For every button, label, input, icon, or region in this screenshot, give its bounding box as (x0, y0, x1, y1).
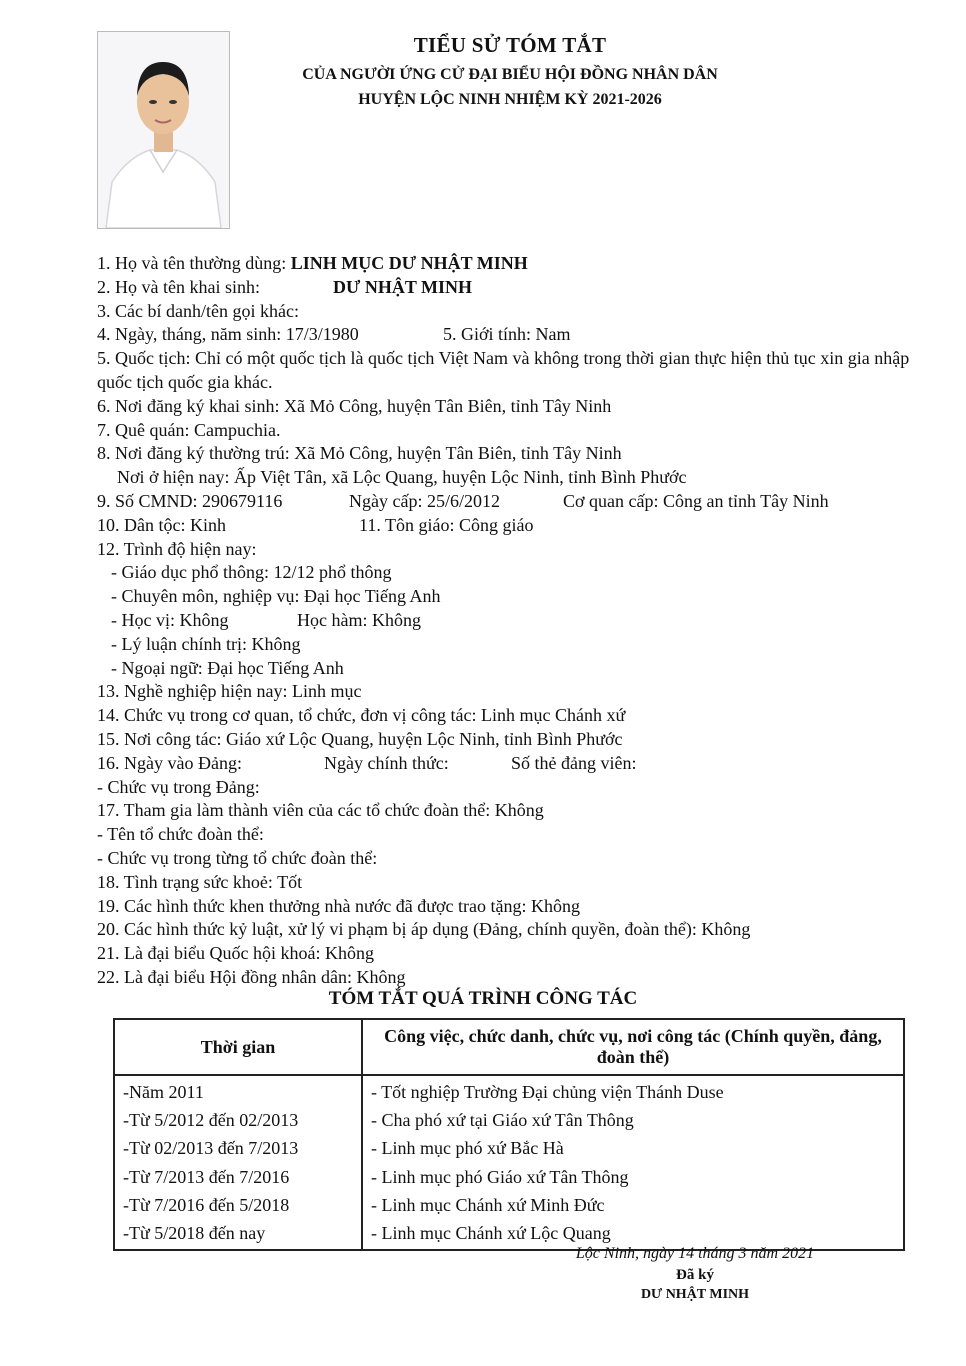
work-history-table (113, 1018, 905, 1251)
description-entry: - Linh mục Chánh xứ Minh Đức (371, 1194, 605, 1215)
time-cell (114, 1075, 362, 1250)
field-permanent-residence: 8. Nơi đăng ký thường trú: Xã Mỏ Công, huyện Tân Biên, tỉnh Tây Ninh (97, 443, 622, 464)
party-official-date: Ngày chính thức: (324, 752, 449, 773)
field-party-position: - Chức vụ trong Đảng: (97, 776, 260, 797)
gender: 5. Giới tính: Nam (443, 324, 571, 345)
description-entry: - Linh mục phó Giáo xứ Tân Thông (371, 1166, 629, 1187)
id-issue-date: Ngày cấp: 25/6/2012 (349, 490, 500, 511)
field-current-residence: Nơi ở hiện nay: Ấp Việt Tân, xã Lộc Quang, huyện Lộc Ninh, tỉnh Bình Phước (117, 467, 687, 488)
field-peoples-council: 22. Là đại biểu Hội đồng nhân dân: Không (97, 966, 406, 987)
field-id-card (97, 490, 927, 514)
field-position: 14. Chức vụ trong cơ quan, tổ chức, đơn vị công tác: Linh mục Chánh xứ (97, 705, 626, 726)
field-common-name: 1. Họ và tên thường dùng: LINH MỤC DƯ NHẬT MINH (97, 253, 528, 273)
education-degree-title (97, 609, 927, 633)
description-entry: - Tốt nghiệp Trường Đại chủng viện Thánh Duse (371, 1082, 724, 1102)
field-aliases: 3. Các bí danh/tên gọi khác: (97, 300, 299, 321)
portrait-photo (97, 31, 230, 229)
table-header-row (114, 1019, 904, 1075)
academic-title: Học hàm: Không (297, 609, 421, 630)
document-title: TIỂU SỬ TÓM TẮT (413, 33, 607, 57)
column-header-time: Thời gian (114, 1019, 362, 1075)
field-birth-registration: 6. Nơi đăng ký khai sinh: Xã Mỏ Công, huyện Tân Biên, tỉnh Tây Ninh (97, 395, 612, 416)
academic-degree: - Học vị: Không (111, 609, 229, 630)
document-subtitle-term: HUYỆN LỘC NINH NHIỆM KỲ 2021-2026 (358, 91, 662, 108)
field-birth-name: 2. Họ và tên khai sinh: DƯ NHẬT MINH (97, 276, 472, 297)
time-entry: -Từ 7/2016 đến 5/2018 (123, 1194, 290, 1215)
field-organization-name: - Tên tổ chức đoàn thể: (97, 824, 264, 845)
signature-status: Đã ký (676, 1267, 714, 1283)
column-header-description: Công việc, chức danh, chức vụ, nơi công tác (Chính quyền, đảng, đoàn thể) (362, 1019, 904, 1075)
work-history-title: TÓM TẮT QUÁ TRÌNH CÔNG TÁC (328, 988, 638, 1009)
field-occupation: 13. Nghề nghiệp hiện nay: Linh mục (97, 681, 362, 702)
description-entry: - Linh mục Chánh xứ Lộc Quang (371, 1223, 611, 1244)
table-body-row (114, 1075, 904, 1250)
id-issuer: Cơ quan cấp: Công an tỉnh Tây Ninh (563, 490, 829, 511)
field-awards: 19. Các hình thức khen thưởng nhà nước đã được trao tặng: Không (97, 895, 580, 916)
field-birthdate-gender (97, 323, 927, 347)
time-entry: -Từ 02/2013 đến 7/2013 (123, 1138, 299, 1159)
field-ethnicity-religion (97, 514, 927, 538)
religion: 11. Tôn giáo: Công giáo (359, 514, 534, 535)
description-cell (362, 1075, 904, 1250)
time-entry: -Từ 7/2013 đến 7/2016 (123, 1166, 290, 1187)
field-national-assembly: 21. Là đại biểu Quốc hội khoá: Không (97, 943, 374, 964)
birthdate: 4. Ngày, tháng, năm sinh: 17/3/1980 (97, 324, 359, 345)
field-education: 12. Trình độ hiện nay: (97, 538, 257, 559)
field-workplace: 15. Nơi công tác: Giáo xứ Lộc Quang, huyện Lộc Ninh, tỉnh Bình Phước (97, 728, 623, 749)
birth-name-value: DƯ NHẬT MINH (333, 276, 472, 297)
party-card-number: Số thẻ đảng viên: (511, 752, 637, 773)
field-nationality: 5. Quốc tịch: Chỉ có một quốc tịch là quốc tịch Việt Nam và không trong thời gian thực hiện thủ tục xin gia nhập quốc tịch quốc gia khác. (97, 348, 910, 392)
field-organization-role: - Chức vụ trong từng tổ chức đoàn thể: (97, 847, 378, 868)
education-specialty: - Chuyên môn, nghiệp vụ: Đại học Tiếng Anh (111, 586, 441, 607)
description-entry: - Linh mục phó xứ Bắc Hà (371, 1138, 564, 1159)
field-hometown: 7. Quê quán: Campuchia. (97, 419, 281, 440)
field-organizations: 17. Tham gia làm thành viên của các tổ chức đoàn thể: Không (97, 800, 544, 821)
portrait-icon (98, 32, 229, 228)
field-discipline: 20. Các hình thức kỷ luật, xử lý vi phạm bị áp dụng (Đảng, chính quyền, đoàn thể): Không (97, 919, 751, 940)
document-subtitle: CỦA NGƯỜI ỨNG CỬ ĐẠI BIỂU HỘI ĐỒNG NHÂN DÂN (302, 66, 718, 83)
description-entry: - Cha phó xứ tại Giáo xứ Tân Thông (371, 1110, 634, 1131)
education-politics: - Lý luận chính trị: Không (111, 633, 301, 654)
id-number: 9. Số CMND: 290679116 (97, 490, 283, 511)
time-entry: -Từ 5/2018 đến nay (123, 1223, 266, 1244)
field-health: 18. Tình trạng sức khoẻ: Tốt (97, 871, 303, 892)
education-language: - Ngoại ngữ: Đại học Tiếng Anh (111, 657, 344, 678)
time-entry: -Từ 5/2012 đến 02/2013 (123, 1110, 299, 1131)
ethnicity: 10. Dân tộc: Kinh (97, 514, 226, 535)
biography-fields (97, 252, 927, 990)
education-general: - Giáo dục phổ thông: 12/12 phổ thông (111, 562, 392, 583)
signature-place-date: Lộc Ninh, ngày 14 tháng 3 năm 2021 (575, 1245, 815, 1262)
party-join-date: 16. Ngày vào Đảng: (97, 752, 242, 773)
common-name-value: LINH MỤC DƯ NHẬT MINH (290, 253, 528, 273)
signature-name: DƯ NHẬT MINH (640, 1287, 750, 1302)
field-party (97, 752, 927, 776)
time-entry: -Năm 2011 (123, 1082, 204, 1102)
